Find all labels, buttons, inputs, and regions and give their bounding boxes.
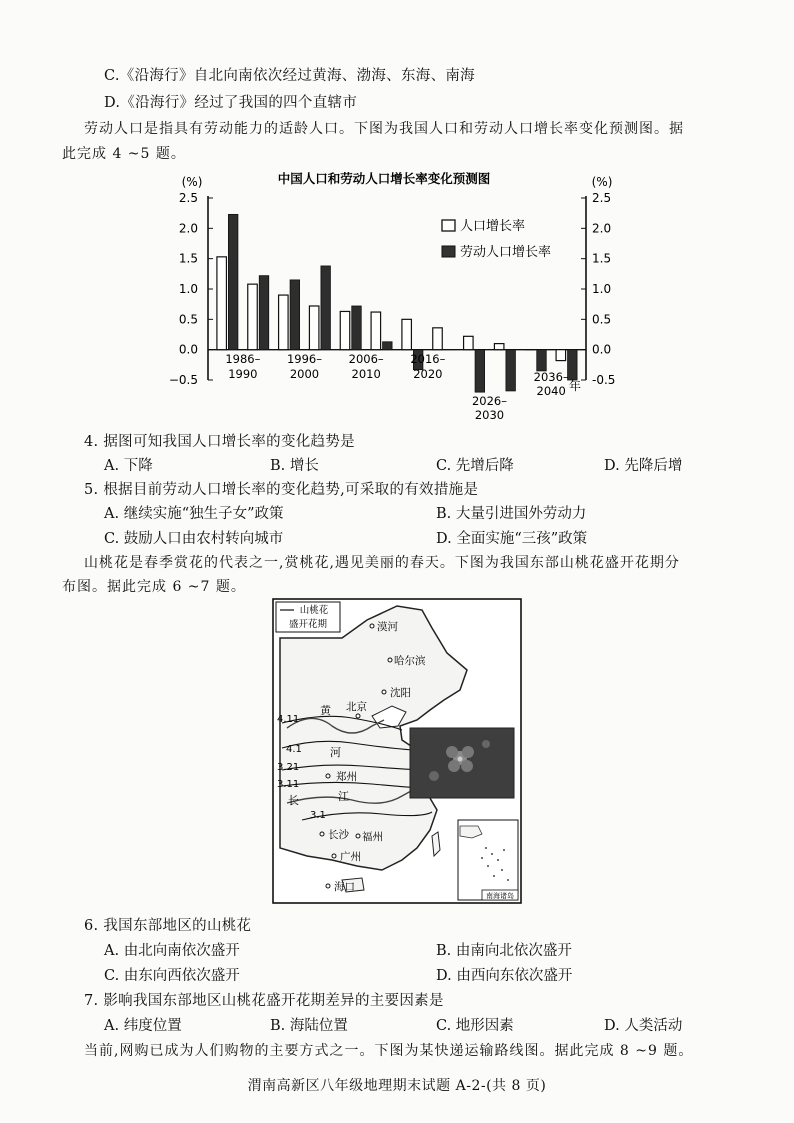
y-tick-label-right: -0.5	[592, 373, 616, 387]
city-changsha: 长沙	[328, 829, 349, 841]
city-harbin: 哈尔滨	[394, 655, 426, 667]
bar-population-growth	[494, 344, 504, 350]
peach-blossom-map	[272, 598, 522, 904]
y-tick-label-right: 2.5	[592, 191, 612, 205]
q4-stem: 4. 据图可知我国人口增长率的变化趋势是	[84, 434, 355, 450]
city-marker	[326, 774, 330, 778]
period-label-bottom: 2000	[289, 367, 320, 381]
period-label-top: 1986–	[225, 352, 261, 366]
q7-option-d[interactable]: D. 人类活动	[604, 1018, 683, 1034]
legend-swatch-population	[442, 220, 455, 231]
inset-island-dot	[485, 847, 487, 849]
period-label-bottom: 1990	[228, 367, 258, 381]
inset-island-dot	[493, 875, 495, 877]
y-tick-label-right: 0.0	[592, 342, 612, 357]
bar-population-growth	[217, 257, 227, 350]
q6-option-a[interactable]: A. 由北向南依次盛开	[104, 943, 240, 959]
period-label-top: 2026–	[471, 394, 508, 408]
y-tick-label-left: 0.5	[178, 312, 198, 327]
q7-stem: 7. 影响我国东部地区山桃花盛开花期差异的主要因素是	[84, 993, 444, 1009]
bar-labor-growth	[228, 214, 238, 349]
inset-island-dot	[491, 853, 493, 855]
intro-89-line1: 当前,网购已成为人们购物的主要方式之一。下图为某快递运输路线图。据此完成 8 ~9 题。	[84, 1043, 694, 1059]
city-marker	[388, 658, 392, 662]
city-marker	[370, 624, 374, 628]
y-axis-label-left: (%)	[181, 175, 203, 189]
city-marker	[320, 832, 324, 836]
population-growth-chart	[160, 168, 620, 426]
inset-island-dot	[503, 849, 505, 851]
bar-population-growth	[556, 350, 566, 361]
inset-label: 南海诸岛	[486, 892, 514, 900]
y-axis-label-right: (%)	[591, 175, 613, 189]
period-label-top: 2006–	[348, 352, 384, 366]
inset-island-dot	[501, 869, 503, 871]
city-marker	[356, 834, 360, 838]
city-marker	[326, 884, 330, 888]
bar-labor-growth	[537, 350, 547, 371]
y-tick-label-left: 2.0	[178, 221, 198, 236]
bar-labor-growth	[290, 280, 300, 350]
q4-option-b[interactable]: B. 增长	[270, 458, 319, 474]
q7-option-c[interactable]: C. 地形因素	[436, 1018, 514, 1034]
bar-population-growth	[248, 284, 258, 350]
bar-population-growth	[433, 328, 443, 350]
bar-population-growth	[279, 295, 289, 350]
page-footer: 渭南高新区八年级地理期末试题 A-2-(共 8 页)	[247, 1078, 547, 1094]
period-label-top: 1996–	[286, 352, 323, 366]
city-marker	[382, 690, 386, 694]
y-tick-label-right: 0.5	[592, 312, 612, 327]
bar-population-growth	[340, 311, 350, 349]
river-label-huang: 黄	[320, 704, 331, 717]
city-mohe: 漠河	[377, 621, 398, 633]
intro-67-line1: 山桃花是春季赏花的代表之一,赏桃花,遇见美丽的春天。下图为我国东部山桃花盛开花期分	[84, 555, 680, 571]
bar-population-growth	[309, 306, 319, 350]
city-beijing: 北京	[346, 701, 367, 713]
legend-line1: 山桃花	[299, 605, 329, 616]
q4-option-a[interactable]: A. 下降	[104, 458, 153, 474]
river-label-jiang: 江	[338, 790, 349, 803]
y-tick-label-left: −0.5	[168, 373, 198, 387]
intro-67-line2: 布图。据此完成 6 ~7 题。	[62, 579, 246, 595]
y-tick-label-left: 1.0	[178, 282, 198, 296]
q5-option-a[interactable]: A. 继续实施“独生子女”政策	[104, 506, 284, 522]
q6-option-b[interactable]: B. 由南向北依次盛开	[436, 943, 572, 959]
isoline-label-3-11: 3.11	[277, 779, 300, 790]
q6-option-c[interactable]: C. 由东向西依次盛开	[104, 968, 240, 984]
bar-labor-growth	[568, 350, 578, 380]
legend-label-labor: 劳动人口增长率	[460, 245, 552, 260]
inset-island-dot	[481, 857, 483, 859]
city-marker	[356, 714, 360, 718]
option-d-previous: D.《沿海行》经过了我国的四个直辖市	[104, 95, 358, 111]
inset-island-dot	[487, 865, 489, 867]
isoline-label-3-21: 3.21	[277, 762, 300, 773]
q5-stem: 5. 根据目前劳动人口增长率的变化趋势,可采取的有效措施是	[84, 482, 479, 498]
city-fuzhou: 福州	[362, 831, 383, 843]
legend-label-population: 人口增长率	[460, 219, 526, 234]
option-c-previous: C.《沿海行》自北向南依次经过黄海、渤海、东海、南海	[104, 68, 475, 84]
q4-option-c[interactable]: C. 先增后降	[436, 458, 514, 474]
river-label-he: 河	[330, 746, 341, 759]
y-tick-label-right: 1.5	[592, 251, 612, 266]
intro-45-line2: 此完成 4 ~5 题。	[62, 146, 186, 162]
city-haikou: 海口	[334, 881, 355, 893]
q6-stem: 6. 我国东部地区的山桃花	[84, 918, 252, 934]
y-tick-label-right: 1.0	[592, 282, 612, 296]
period-label-top: 2016–	[410, 352, 446, 366]
q7-option-a[interactable]: A. 纬度位置	[104, 1018, 182, 1034]
city-zhengzhou: 郑州	[336, 771, 357, 783]
q6-option-d[interactable]: D. 由西向东依次盛开	[436, 968, 573, 984]
city-guangzhou: 广州	[340, 851, 361, 863]
q7-option-b[interactable]: B. 海陆位置	[270, 1018, 348, 1034]
isoline-label-4-11: 4.11	[277, 714, 300, 725]
bar-population-growth	[371, 312, 381, 350]
y-tick-label-left: 0.0	[178, 342, 198, 357]
y-tick-label-right: 2.0	[592, 221, 612, 236]
bar-labor-growth	[321, 266, 331, 350]
isoline-label-3-1: 3.1	[310, 810, 326, 821]
river-label-chang: 长	[288, 794, 299, 807]
period-label-bottom: 2010	[351, 367, 381, 381]
period-label-top: 2036–	[533, 370, 569, 384]
x-axis-label: 年	[568, 379, 582, 393]
q5-option-d[interactable]: D. 全面实施“三孩”政策	[436, 531, 588, 547]
y-tick-label-left: 1.5	[178, 251, 198, 266]
bar-population-growth	[464, 336, 474, 349]
q5-option-c[interactable]: C. 鼓励人口由农村转向城市	[104, 531, 284, 547]
intro-45-line1: 劳动人口是指具有劳动能力的适龄人口。下图为我国人口和劳动人口增长率变化预测图。据	[84, 121, 684, 137]
q5-option-b[interactable]: B. 大量引进国外劳动力	[436, 506, 587, 522]
bar-labor-growth	[383, 342, 393, 350]
q4-option-d[interactable]: D. 先降后增	[604, 458, 683, 474]
period-label-bottom: 2030	[474, 408, 505, 422]
chart-title: 中国人口和劳动人口增长率变化预测图	[277, 171, 491, 186]
city-shenyang: 沈阳	[390, 687, 411, 699]
legend-swatch-labor	[442, 246, 455, 257]
bar-labor-growth	[352, 306, 362, 350]
inset-island-dot	[507, 879, 509, 881]
bar-labor-growth	[475, 350, 485, 392]
legend-line2: 盛开花期	[288, 619, 328, 630]
isoline-label-4-1: 4.1	[286, 744, 302, 755]
y-tick-label-left: 2.5	[178, 191, 198, 205]
bar-labor-growth	[259, 276, 269, 350]
city-marker	[332, 854, 336, 858]
bar-labor-growth	[506, 350, 515, 391]
bar-population-growth	[402, 319, 412, 349]
inset-island-dot	[497, 859, 499, 861]
period-label-bottom: 2040	[536, 384, 566, 398]
period-label-bottom: 2020	[413, 367, 443, 381]
